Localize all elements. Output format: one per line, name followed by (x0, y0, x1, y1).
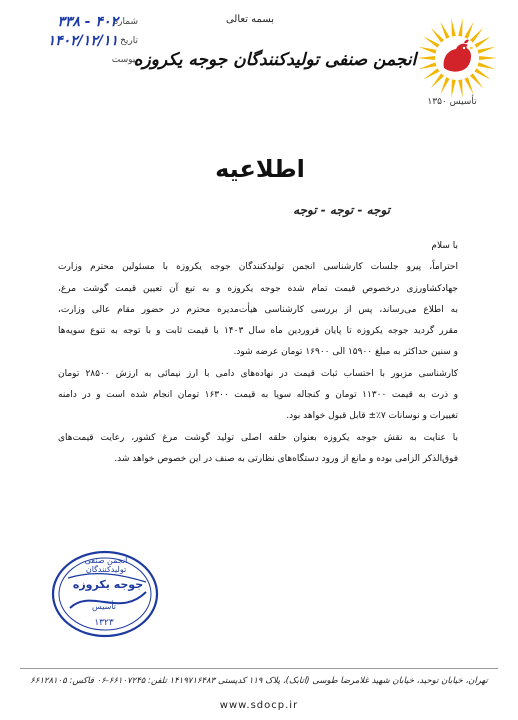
logo-ray (464, 22, 473, 39)
logo-ray (423, 68, 439, 79)
logo-ray (451, 18, 456, 36)
number-value: ۳۳۸ - ۴۰۲ (57, 14, 118, 30)
announcement-body (58, 236, 458, 470)
logo-ray (423, 36, 439, 47)
bismillah-heading: بسمه تعالی (225, 14, 275, 25)
body-line: و سنین حداکثر به مبلغ ۱۵۹۰۰ الی ۱۶۹۰۰ تومان عرضه شود. (233, 347, 458, 358)
footer-website: www.sdocp.ir (219, 700, 299, 711)
attention-line: توجه - توجه - توجه (293, 203, 390, 217)
body-line: به اطلاع می‌رساند، پس از بررسی کارشناسی هیأت‌مدیره محترم در حضور مقام عالی وزارت، (58, 304, 458, 315)
attachment-row (18, 52, 138, 71)
logo-ray (440, 22, 449, 39)
logo-ray (470, 28, 483, 43)
logo-ray (431, 73, 444, 88)
logo-ray (417, 56, 435, 60)
date-value: ۱۴۰۲/۱۲/۱۱ (47, 33, 118, 49)
body-line: با عنایت به نقش جوجه یکروزه بعنوان حلقه اصلی تولید گوشت مرغ کشور، رعایت قیمت‌های (58, 432, 458, 443)
date-row (18, 33, 138, 52)
number-label: شماره (113, 17, 138, 27)
body-line: احتراماً، پیرو جلسات کارشناسی انجمن تولیدکنندگان جوجه یکروزه با مسئولین محترم وزارت (58, 262, 458, 273)
stamp-text-top: انجمن صنفی تولیدکنندگان (84, 556, 128, 574)
body-line: با سلام (431, 241, 458, 251)
logo-ray (451, 79, 456, 97)
body-line: کارشناسی مزبور با احتساب ثبات قیمت در نهاده‌های دامی با ارز نیمائی به ارزش ۲۸۵۰۰ تومان (58, 368, 458, 379)
logo-ray (458, 18, 463, 36)
logo-ray (440, 77, 449, 94)
body-line: و ذرت به قیمت ۱۱۳۰۰ تومان و کنجاله سویا به قیمت ۱۶۳۰۰ تومان انجام شده است و در دامنه (58, 390, 458, 401)
logo-ray (479, 56, 497, 60)
date-label: تاریخ (120, 36, 138, 46)
logo-ray (478, 62, 496, 69)
stamp-text-year: ۱۳۲۳ (94, 618, 114, 628)
logo-ray (464, 77, 473, 94)
body-line: فوق‌الذکر الزامی بوده و مانع از ورود دستگاه‌های نظارتی به صنف در این خصوص خواهد شد. (114, 453, 458, 464)
body-line: تغییرات و نوسانات ۷٪± قابل قبول خواهد بود. (286, 411, 458, 422)
logo-ray (478, 47, 496, 54)
letter-meta (18, 14, 138, 71)
attachment-label: پیوست (111, 55, 138, 65)
logo-ray (474, 68, 490, 79)
logo-ray (419, 47, 437, 54)
page-title: اطلاعیه (215, 155, 305, 183)
stamp-text-main: جوجه یکروزه (72, 578, 144, 591)
body-line: مقرر گردید جوجه یکروزه تا پایان فروردین ماه سال ۱۴۰۳ با قیمت ثابت و با توجه به تنوع سویه‌ها (58, 326, 458, 337)
number-row (18, 14, 138, 33)
sunburst-hen-logo-icon (414, 16, 500, 100)
footer-address: تهران، خیابان توحید، خیابان شهید غلامرضا طوسی (اتابک)، پلاک ۱۱۹ کدپستی ۱۴۱۹۷۱۶۴۸۳ تلفن: ۶۶۱۰۷۲۴۵-۰۶ فاکس: ۶۶۱۲۸۱۰۵ (30, 676, 488, 686)
association-logo (414, 16, 500, 100)
stamp-text-est: تأسیس (92, 602, 116, 611)
logo-ray (458, 79, 463, 97)
association-name: انجمن صنفی تولیدکنندگان جوجه یکروزه (133, 50, 417, 70)
body-line: جهادکشاورزی درخصوص قیمت تمام شده جوجه یکروزه و به تبع آن تعیین قیمت گوشت مرغ، (58, 283, 458, 294)
established-label: تأسیس ۱۳۵۰ (427, 97, 477, 107)
logo-ray (470, 73, 483, 88)
footer-divider (20, 668, 498, 669)
logo-ray (474, 36, 490, 47)
logo-ray (419, 62, 437, 69)
logo-ray (431, 28, 444, 43)
